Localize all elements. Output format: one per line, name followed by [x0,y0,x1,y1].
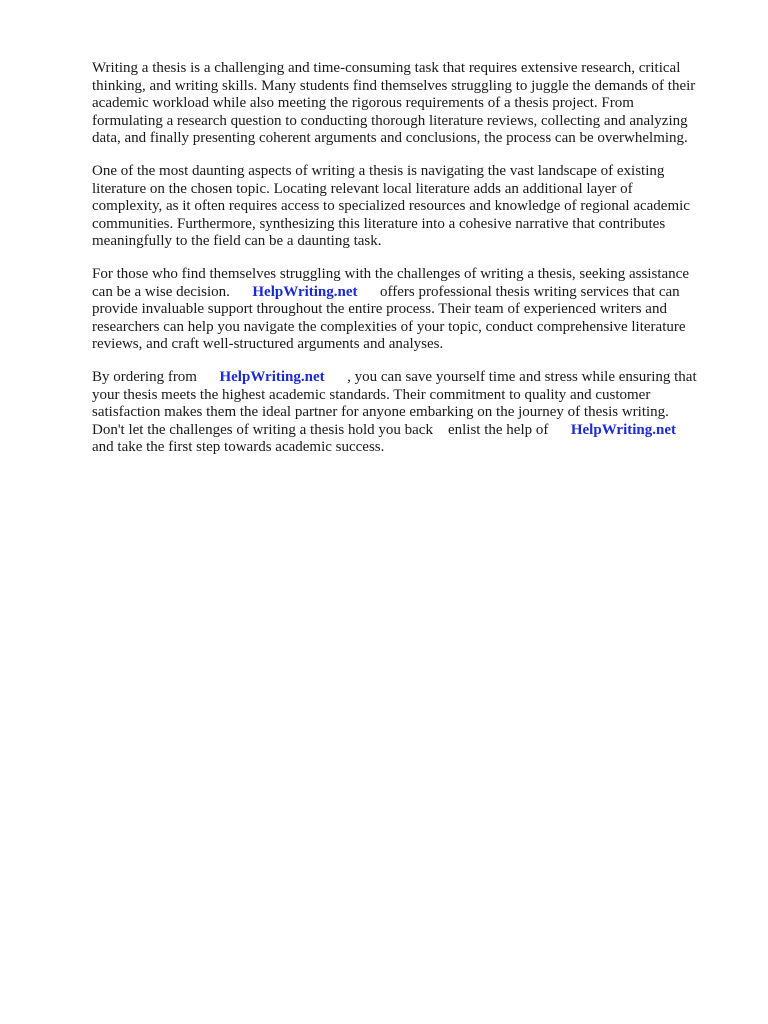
paragraph-4 [92,369,732,457]
text-line: thinking, and writing skills. Many students find themselves struggling to juggle the demands of their [92,77,696,94]
text-segment: offers professional thesis writing services that can [357,283,680,300]
text-line: One of the most daunting aspects of writing a thesis is navigating the vast landscape of existing [92,162,665,179]
document-page [92,60,732,472]
paragraph-3 [92,266,732,354]
text-line: communities. Furthermore, synthesizing this literature into a cohesive narrative that contributes [92,215,666,232]
text-segment: can be a wise decision. [92,283,253,300]
text-segment: By ordering from [92,368,220,385]
text-line-with-link [92,284,732,302]
text-line: satisfaction makes them the ideal partner for anyone embarking on the journey of thesis writing. [92,404,669,421]
text-segment: , you can save yourself time and stress while ensuring that [324,368,697,385]
text-line: and take the first step towards academic success. [92,439,385,456]
text-line-with-link [92,422,732,440]
paragraph-1 [92,60,732,148]
helpwriting-link[interactable]: HelpWriting.net [252,283,358,300]
text-line: data, and finally presenting coherent arguments and conclusions, the process can be overwhelming. [92,130,688,147]
text-line: academic workload while also meeting the rigorous requirements of a thesis project. From [92,95,634,112]
helpwriting-link[interactable]: HelpWriting.net [570,421,676,438]
text-line: researchers can help you navigate the complexities of your topic, conduct comprehensive literature [92,318,686,335]
text-line: meaningfully to the field can be a daunting task. [92,233,382,250]
helpwriting-link[interactable]: HelpWriting.net [219,368,325,385]
paragraph-2 [92,163,732,251]
text-line-with-link [92,369,732,387]
text-line: Writing a thesis is a challenging and time-consuming task that requires extensive research, critical [92,60,681,76]
text-line: For those who find themselves struggling with the challenges of writing a thesis, seeking assistance [92,265,689,282]
text-line: provide invaluable support throughout the entire process. Their team of experienced writers and [92,301,667,318]
text-line: formulating a research question to conducting thorough literature reviews, collecting and analyzing [92,112,688,129]
text-line: reviews, and craft well-structured arguments and analyses. [92,336,444,353]
text-line: literature on the chosen topic. Locating relevant local literature adds an additional layer of [92,180,633,197]
text-line: complexity, as it often requires access to specialized resources and knowledge of regional academic [92,198,690,215]
text-line: your thesis meets the highest academic standards. Their commitment to quality and customer [92,386,651,403]
text-segment: Don't let the challenges of writing a thesis hold you back enlist the help of [92,421,571,438]
